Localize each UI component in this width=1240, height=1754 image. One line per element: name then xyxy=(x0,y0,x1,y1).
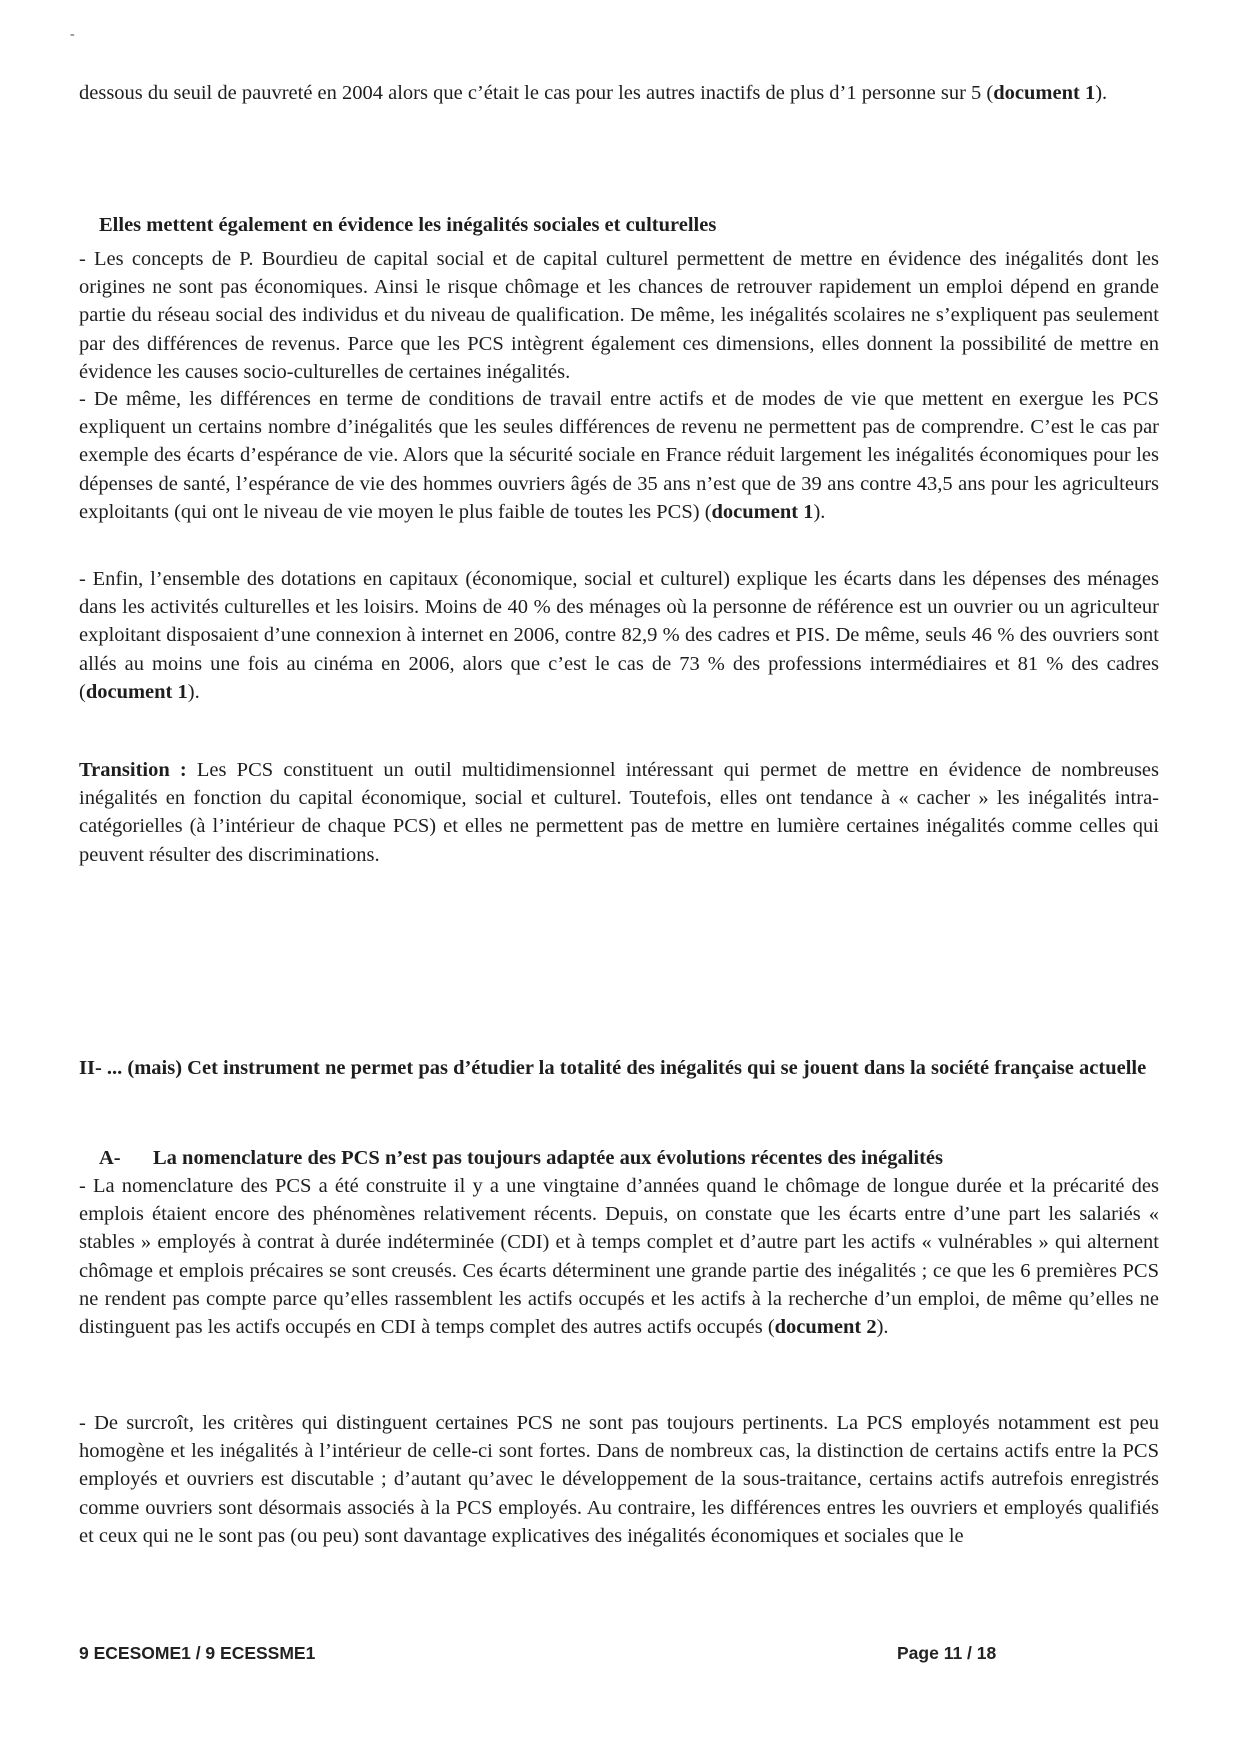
exam-code: 9 ECESOME1 / 9 ECESSME1 xyxy=(79,1643,316,1663)
transition-label: Transition : xyxy=(79,759,187,781)
document-reference: document 1 xyxy=(711,500,814,523)
document-reference: document 1 xyxy=(993,82,1096,104)
document-reference: document 1 xyxy=(85,680,188,703)
document-reference: document 2 xyxy=(774,1316,877,1339)
section-b-heading: Elles mettent également en évidence les inégalités sociales et culturelles xyxy=(99,214,717,236)
intro-paragraph: dessous du seuil de pauvreté en 2004 alors que c’était le cas pour les autres inactifs de plus d’1 personne sur 5 (document 1). xyxy=(79,82,1108,104)
section-a-paragraph-1: - La nomenclature des PCS a été construite il y a une vingtaine d’années quand le chômage de longue durée et la précarité des emplois étaient encore des phénomènes relativement récents. Depuis, on constate que les écarts entre d’une part les salariés « stables » employés à contrat à durée indéterminée (CDI) et à temps complet et d’autre part les actifs « vulnérables » qui alternent chômage et emplois précaires se sont creusés. Ces écarts déterminent une grande partie des inégalités ; ce que les 6 premières PCS ne rendent pas compte parce qu’elles rassemblent les actifs occupés et les actifs à la recherche d’un emploi, de même qu’elles ne distinguent pas les actifs occupés en CDI à temps complet des autres actifs occupés (document 2). xyxy=(79,1175,1159,1339)
section-a-paragraph-2: - De surcroît, les critères qui distinguent certaines PCS ne sont pas toujours pertinents. La PCS employés notamment est peu homogène et les inégalités à l’intérieur de celle-ci sont fortes. Dans de nombreux cas, la distinction de certains actifs entre la PCS employés et ouvriers est discutable ; d’autant qu’avec le développement de la sous-traitance, certains actifs autrefois enregistrés comme ouvriers sont désormais associés à la PCS employés. Au contraire, les différences entres les ouvriers et employés qualifiés et ceux qui ne le sont pas (ou peu) sont davantage explicatives des inégalités économiques et sociales que le xyxy=(79,1412,1159,1547)
section-b-paragraph-3: - Enfin, l’ensemble des dotations en capitaux (économique, social et culturel) explique les écarts dans les dépenses des ménages dans les activités culturelles et les loisirs. Moins de 40 % des ménages où la personne de référence est un ouvrier ou un agriculteur exploitant disposaient d’une connexion à internet en 2006, contre 82,9 % des cadres et PIS. De même, seuls 46 % des ouvriers sont allés au moins une fois au cinéma en 2006, alors que c’est le cas de 73 % des professions intermédiaires et 81 % des cadres (document 1). xyxy=(79,568,1159,703)
transition-paragraph: Transition : Les PCS constituent un outil multidimensionnel intéressant qui permet de mettre en évidence de nombreuses inégalités en fonction du capital économique, social et culturel. Toutefois, elles ont tendance à « cacher » les inégalités intra-catégorielles (à l’intérieur de chaque PCS) et elles ne permettent pas de mettre en lumière certaines inégalités comme celles qui peuvent résulter des discriminations. xyxy=(79,759,1160,866)
part-2-heading: II- ... (mais) Cet instrument ne permet pas d’étudier la totalité des inégalités qui se jouent dans la société française actuelle xyxy=(79,1057,1147,1079)
page-number: Page 11 / 18 xyxy=(897,1643,997,1663)
section-b-paragraph-1: - Les concepts de P. Bourdieu de capital social et de capital culturel permettent de mettre en évidence des inégalités dont les origines ne sont pas économiques. Ainsi le risque chômage et les chances de retrouver rapidement un emploi dépend en grande partie du réseau social des individus et du niveau de qualification. De même, les inégalités scolaires ne s’expliquent pas seulement par des différences de revenus. Parce que les PCS intègrent également ces dimensions, elles donnent la possibilité de mettre en évidence les causes socio-culturelles de certaines inégalités. xyxy=(79,248,1159,383)
section-b-paragraph-2: - De même, les différences en terme de conditions de travail entre actifs et de modes de vie que mettent en exergue les PCS expliquent un certains nombre d’inégalités que les seules différences de revenu ne permettent pas de comprendre. C’est le cas par exemple des écarts d’espérance de vie. Alors que la sécurité sociale en France réduit largement les inégalités économiques pour les dépenses de santé, l’espérance de vie des hommes ouvriers âgés de 35 ans n’est que de 39 ans contre 43,5 ans pour les agriculteurs exploitants (qui ont le niveau de vie moyen le plus faible de toutes les PCS) (document 1). xyxy=(79,388,1159,523)
scan-mark: - xyxy=(70,27,75,42)
section-a-heading: A- La nomenclature des PCS n’est pas toujours adaptée aux évolutions récentes des inégalités xyxy=(99,1144,943,1172)
section-a-letter: A- xyxy=(99,1147,121,1169)
